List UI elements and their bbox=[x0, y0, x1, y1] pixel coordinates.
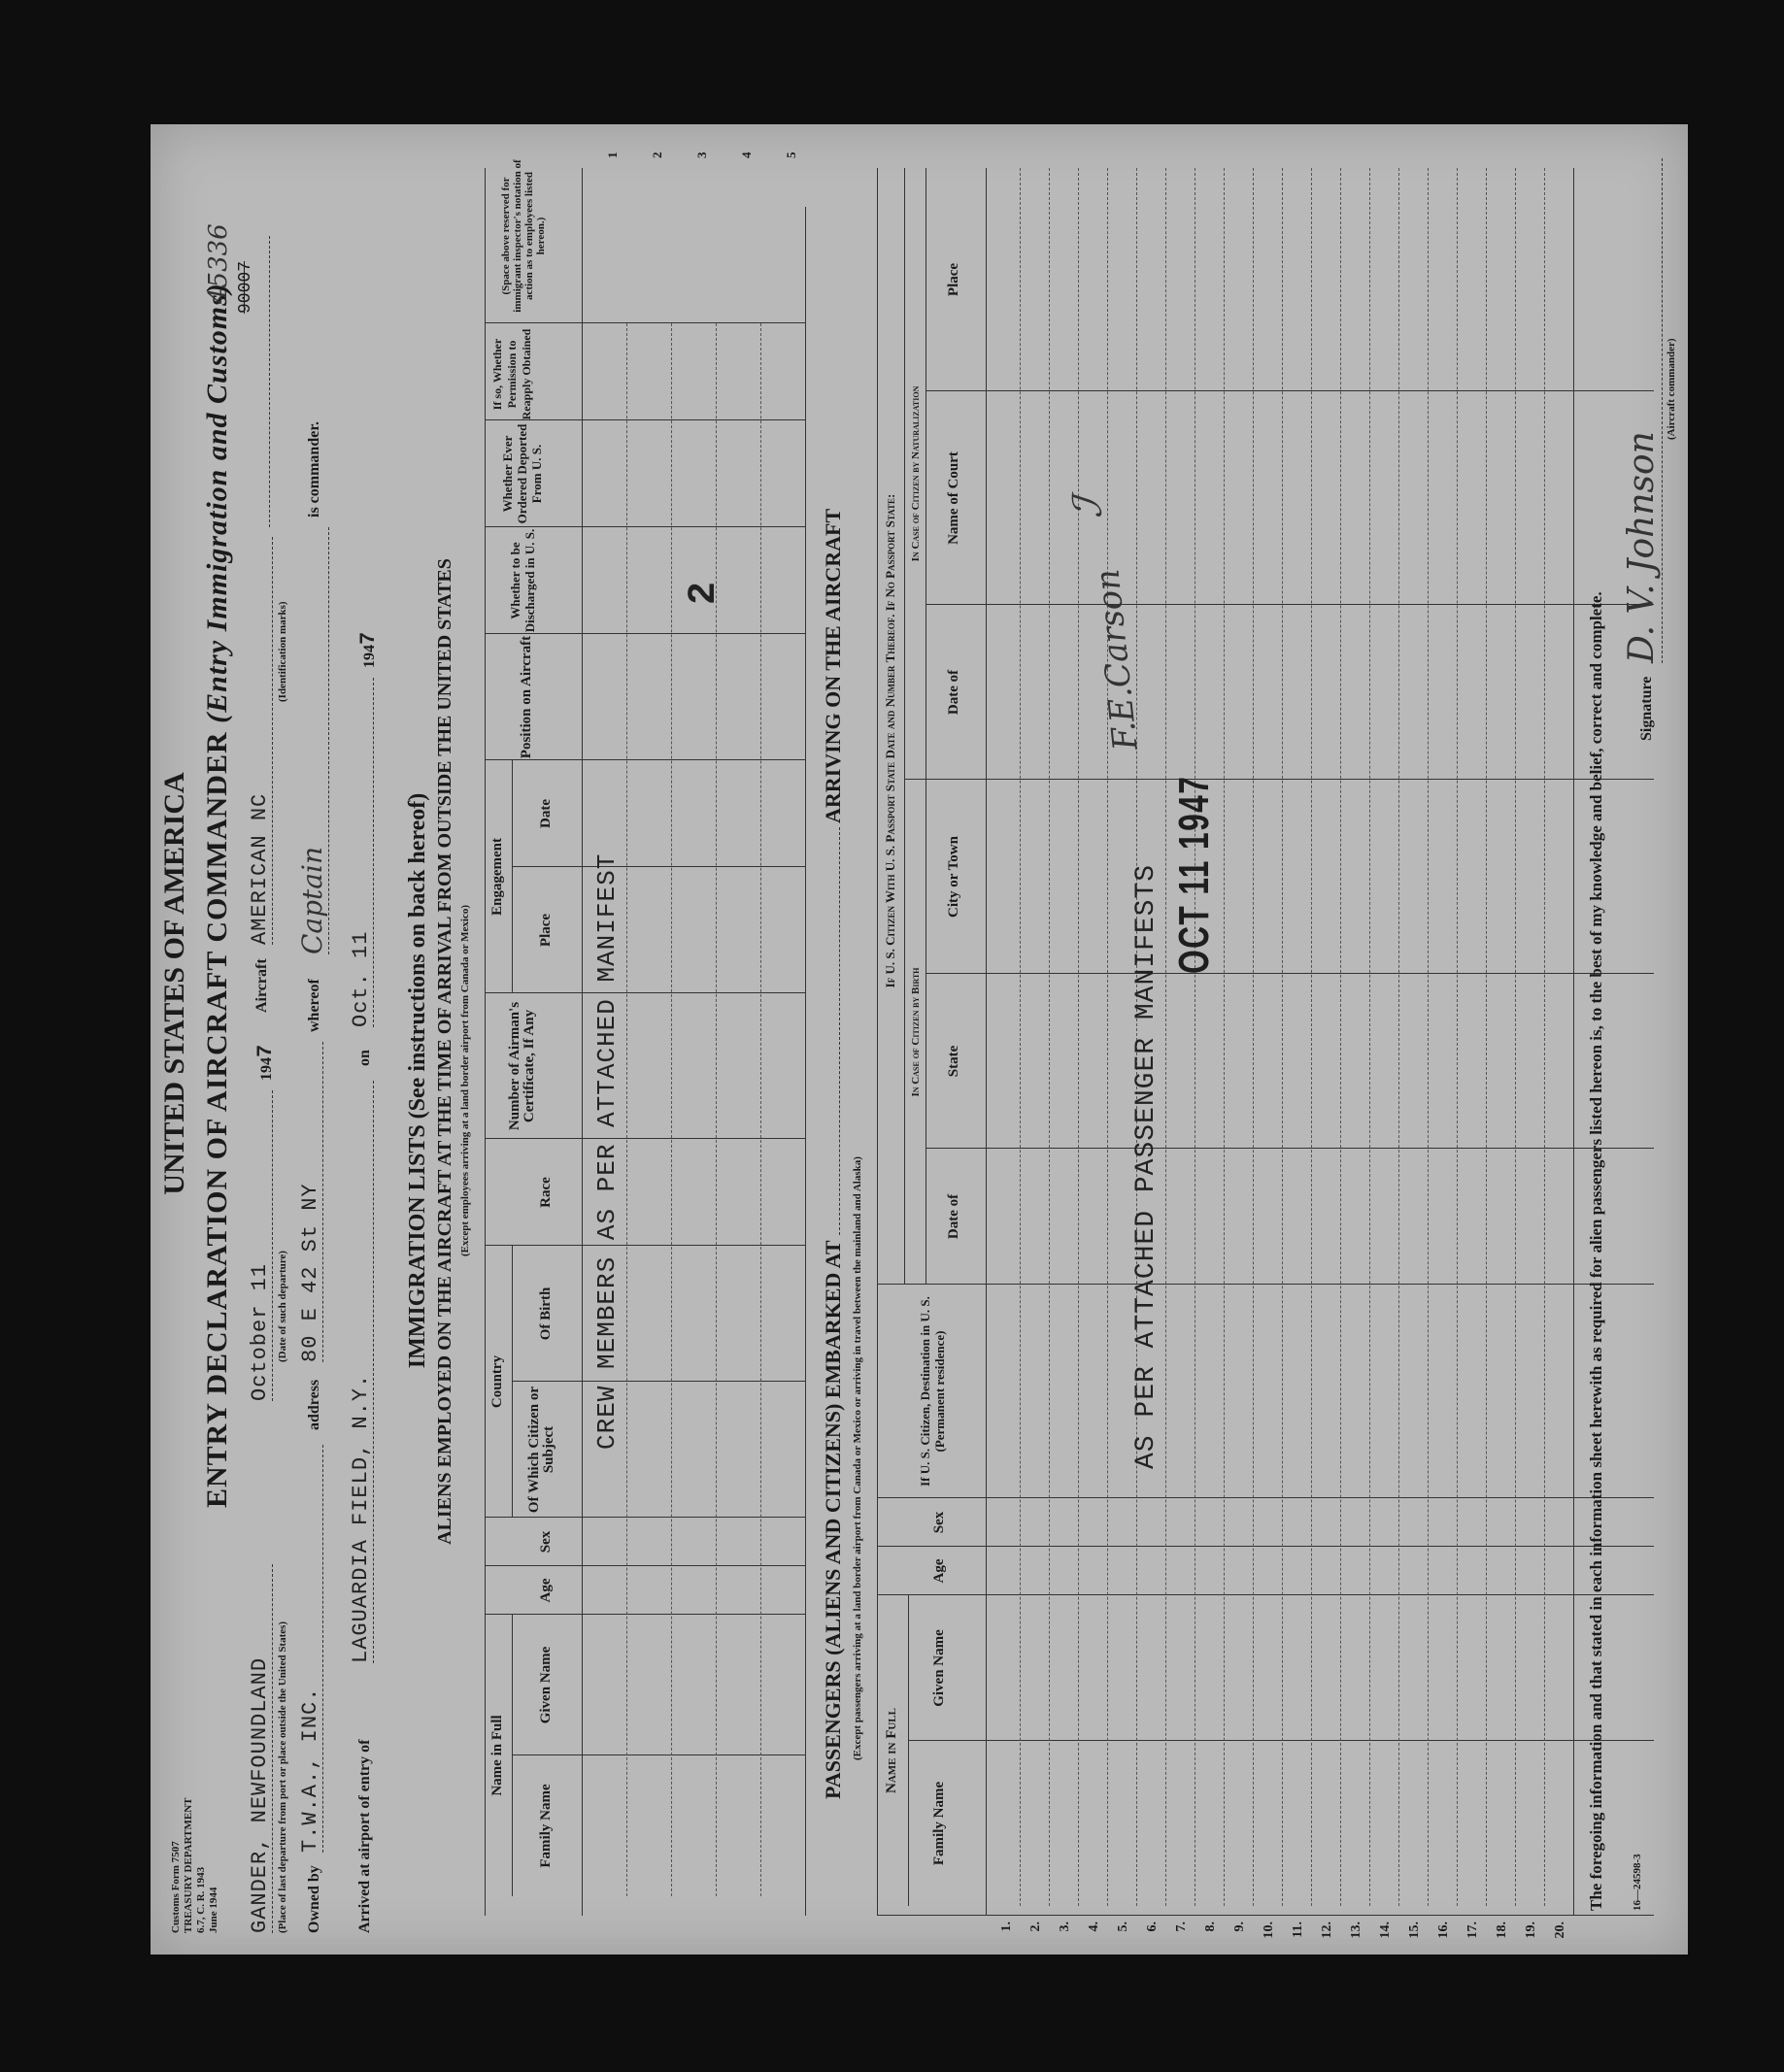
departure-place-caption: (Place of last departure from port or place outside the United States) bbox=[277, 1621, 288, 1933]
t1-race: Race bbox=[538, 1177, 554, 1208]
t1-row-line bbox=[760, 323, 761, 1896]
t2-row-line bbox=[1020, 168, 1021, 1906]
t1-date: Date bbox=[538, 799, 554, 828]
aircraft-label: Aircraft bbox=[253, 958, 270, 1013]
t2-name-in-full: Name in Full bbox=[884, 1708, 899, 1794]
commander-field: Captain bbox=[296, 527, 329, 954]
t2-row-number: 14. bbox=[1378, 1922, 1393, 1939]
t2-row-number: 11. bbox=[1291, 1922, 1305, 1938]
arrival-date-field: Oct. 11 bbox=[349, 678, 374, 1027]
t1-row-number: 1 bbox=[605, 151, 620, 158]
t1-col-line bbox=[485, 419, 805, 420]
passengers-title-b: ARRIVING ON THE AIRCRAFT bbox=[821, 508, 845, 823]
t2-row-number: 16. bbox=[1436, 1922, 1451, 1939]
table1-top-rule bbox=[485, 168, 486, 1916]
signature-field: D. V. Johnson bbox=[1622, 158, 1663, 663]
form-number: Customs Form 7507 bbox=[170, 1841, 182, 1933]
t2-row-line bbox=[1078, 168, 1079, 1906]
t1-country: Country bbox=[489, 1354, 505, 1409]
t1-col-line bbox=[485, 526, 805, 527]
departure-year bbox=[253, 1044, 278, 1081]
t2-court: Name of Court bbox=[946, 451, 961, 545]
t1-col-line bbox=[485, 1565, 805, 1566]
passengers-title-a: PASSENGERS (ALIENS AND CITIZENS) EMBARKED AT bbox=[821, 1240, 845, 1799]
t2-row-number: 10. bbox=[1262, 1922, 1276, 1939]
commander-suffix: is commander. bbox=[306, 421, 322, 518]
t2-row-number: 15. bbox=[1407, 1922, 1422, 1939]
t1-cert: Number of Airman's Certificate, If Any bbox=[507, 1001, 537, 1131]
arrival-airport-field: LAGUARDIA FIELD, N.Y. bbox=[349, 1081, 374, 1663]
t2-row-line bbox=[1282, 168, 1283, 1906]
departure-date-field: October 11 bbox=[248, 1090, 273, 1401]
t2-col-line bbox=[877, 1284, 1654, 1285]
t2-row-line bbox=[1544, 168, 1545, 1906]
print-code: 16—24598-3 bbox=[1632, 1854, 1643, 1911]
t2-sex: Sex bbox=[931, 1511, 947, 1534]
t1-sex: Sex bbox=[538, 1530, 554, 1554]
t2-date-of: Date of bbox=[946, 1193, 961, 1240]
crew-entry: CREW MEMBERS AS PER ATTACHED MANIFEST bbox=[592, 852, 622, 1450]
form-date: June 1944 bbox=[208, 1887, 219, 1933]
t2-row-number: 8. bbox=[1203, 1922, 1218, 1932]
t1-row-number: 4 bbox=[739, 151, 754, 158]
departure-year-suffix: 7 bbox=[253, 1043, 278, 1057]
aircraft-number-struck: 90007 bbox=[236, 260, 255, 314]
passengers-note: (Except passengers arriving at a land border airport from Canada or Mexico or arriving in travel between the mainland and Alaska) bbox=[852, 1156, 863, 1760]
t2-row-number: 1. bbox=[999, 1922, 1014, 1932]
departure-place-field: GANDER, NEWFOUNDLAND bbox=[248, 1564, 273, 1933]
arrival-on-label: on bbox=[356, 1050, 373, 1066]
t1-row-number: 3 bbox=[694, 151, 709, 158]
t2-row-number: 2. bbox=[1028, 1922, 1043, 1932]
arrival-year-suffix: 7 bbox=[356, 630, 381, 645]
t1-place: Place bbox=[538, 913, 554, 948]
signature-caption: (Aircraft commander) bbox=[1666, 338, 1677, 440]
embarked-field bbox=[839, 827, 840, 1235]
t2-row-line bbox=[1428, 168, 1429, 1906]
t2-row-line bbox=[1107, 168, 1108, 1906]
t2-col-line bbox=[877, 1594, 1654, 1595]
table1-header-rule bbox=[582, 168, 583, 1916]
immigration-note: (Except employees arriving at a land border airport from Canada or Mexico) bbox=[459, 904, 471, 1257]
t1-col-line bbox=[485, 1614, 805, 1615]
t1-country-subrule bbox=[512, 1246, 513, 1518]
t1-col-line bbox=[485, 1517, 805, 1518]
form-title-main: ENTRY DECLARATION OF AIRCRAFT COMMANDER bbox=[201, 731, 233, 1508]
t1-name-subrule bbox=[512, 1615, 513, 1896]
t2-row-number: 12. bbox=[1320, 1922, 1334, 1939]
certification-text: The foregoing information and that stated in each information sheet herewith as required for alien passengers listed hereon is, to the best of my knowledge and belief, correct and complete. bbox=[1587, 591, 1605, 1911]
t2-city: City or Town bbox=[946, 836, 961, 918]
t2-passport-subrule bbox=[904, 168, 905, 1285]
t1-reserved-note: (Space above reserved for immigrant inspector's notation of action as to employees listed hereon.) bbox=[500, 159, 547, 313]
t2-col-line bbox=[877, 1497, 1654, 1498]
t1-family-name: Family Name bbox=[538, 1784, 554, 1868]
t2-row-number: 7. bbox=[1174, 1922, 1189, 1932]
arrival-year bbox=[356, 631, 381, 668]
t2-row-number: 6. bbox=[1145, 1922, 1160, 1932]
t1-given-name: Given Name bbox=[538, 1646, 554, 1724]
t2-row-number: 4. bbox=[1087, 1922, 1101, 1932]
t2-col-line bbox=[904, 779, 1654, 780]
t1-row-number: 2 bbox=[650, 151, 664, 158]
t2-nat-group: In Case of Citizen by Naturalization bbox=[910, 385, 922, 562]
t1-deported: Whether Ever Ordered Deported From U. S. bbox=[500, 423, 544, 524]
t2-row-line bbox=[1457, 168, 1458, 1906]
t2-row-number: 20. bbox=[1553, 1922, 1567, 1939]
t2-row-line bbox=[1311, 168, 1312, 1906]
owner-field: T.W.A., INC. bbox=[298, 1445, 323, 1853]
t2-row-line bbox=[1165, 168, 1166, 1906]
t2-row-number: 18. bbox=[1495, 1922, 1509, 1939]
departure-year-prefix: 194 bbox=[258, 1057, 275, 1081]
arrival-year-prefix: 194 bbox=[361, 645, 378, 668]
inspector-initials: F.E.Carson bbox=[1088, 567, 1146, 752]
t1-col-line bbox=[485, 1245, 805, 1246]
t2-place: Place bbox=[946, 262, 961, 297]
t1-row-number: 5 bbox=[784, 151, 798, 158]
rotated-form bbox=[151, 124, 1688, 1955]
t2-row-number: 5. bbox=[1116, 1922, 1130, 1932]
t2-row-number: 17. bbox=[1465, 1922, 1480, 1939]
owned-by-label: Owned by bbox=[306, 1865, 322, 1933]
signature-label: Signature bbox=[1638, 676, 1655, 741]
t1-row-line bbox=[626, 323, 627, 1896]
form-regulation: 6.7, C. R. 1943 bbox=[195, 1866, 207, 1933]
country-heading: UNITED STATES OF AMERICA bbox=[158, 772, 190, 1195]
table2-left-rule bbox=[877, 1915, 1654, 1916]
t2-age: Age bbox=[931, 1558, 947, 1584]
t2-row-number: 13. bbox=[1349, 1922, 1363, 1939]
t1-col-line bbox=[485, 322, 805, 323]
document-page bbox=[151, 124, 1688, 1955]
t2-row-line bbox=[1340, 168, 1341, 1906]
departure-date-caption: (Date of such departure) bbox=[277, 1251, 288, 1362]
date-stamp: OCT 11 1947 bbox=[1170, 775, 1218, 974]
t1-engagement: Engagement bbox=[489, 838, 505, 916]
aircraft-caption: (Identification marks) bbox=[277, 601, 288, 702]
t1-row-line bbox=[671, 323, 672, 1896]
t2-row-line bbox=[1486, 168, 1487, 1906]
arrival-label: Arrived at airport of entry of bbox=[356, 1739, 373, 1933]
t1-of-birth: Of Birth bbox=[538, 1287, 554, 1341]
crew-mark: 2 bbox=[683, 580, 726, 605]
t1-discharged: Whether to be Discharged in U. S. bbox=[508, 528, 537, 633]
t2-name-subrule bbox=[908, 1595, 909, 1906]
whereof-label: whereof bbox=[306, 979, 322, 1032]
inspector-flourish: ℐ bbox=[1062, 496, 1112, 519]
immigration-title: IMMIGRATION LISTS (See instructions on back hereof) bbox=[405, 792, 430, 1369]
t2-row-line bbox=[1515, 168, 1516, 1906]
passengers-title bbox=[821, 509, 846, 1799]
t2-bottom-rule bbox=[1573, 168, 1574, 1916]
t2-row-line bbox=[1253, 168, 1254, 1906]
t2-row-number: 3. bbox=[1058, 1922, 1072, 1932]
t2-state: State bbox=[946, 1045, 961, 1078]
t2-col-line bbox=[877, 1546, 1654, 1547]
address-field: 80 E 42 St NY bbox=[298, 1042, 323, 1362]
t1-citizen-of: Of Which Citizen or Subject bbox=[526, 1386, 556, 1514]
t1-permission: If so, Whether Permission to Reapply Obtained bbox=[490, 328, 533, 420]
t2-row-line bbox=[1398, 168, 1399, 1906]
t2-passport-note: If U. S. Citizen With U. S. Passport State Date and Number Thereof. If No Passport State: bbox=[883, 493, 897, 988]
table2-top-rule bbox=[877, 168, 878, 1916]
address-label: address bbox=[306, 1379, 322, 1430]
t1-position: Position on Aircraft bbox=[519, 635, 534, 759]
aircraft-field: AMERICAN NC bbox=[248, 537, 273, 945]
t1-age: Age bbox=[538, 1578, 554, 1603]
immigration-subtitle: ALIENS EMPLOYED ON THE AIRCRAFT AT THE TIME OF ARRIVAL FROM OUTSIDE THE UNITED STATES bbox=[434, 558, 455, 1545]
t2-destination: If U. S. Citizen, Destination in U. S. (Permanent residence) bbox=[918, 1296, 947, 1487]
t2-date-of2: Date of bbox=[946, 669, 961, 716]
t1-col-line bbox=[485, 759, 805, 760]
table2-header-rule bbox=[986, 168, 987, 1916]
table1-bottom-rule bbox=[805, 207, 806, 1916]
t2-row-line bbox=[1049, 168, 1050, 1906]
t1-row-line bbox=[716, 323, 717, 1896]
t2-row-line bbox=[1369, 168, 1370, 1906]
t2-row-number: 9. bbox=[1232, 1922, 1247, 1932]
t1-engagement-subrule bbox=[512, 760, 513, 993]
t2-row-line bbox=[1224, 168, 1225, 1906]
form-identifier bbox=[170, 1798, 220, 1934]
t1-col-line bbox=[485, 1138, 805, 1139]
t2-given-name: Given Name bbox=[931, 1629, 947, 1707]
t1-name-in-full: Name in Full bbox=[489, 1715, 505, 1796]
t2-birth-group: In Case of Citizen by Birth bbox=[910, 967, 922, 1097]
t2-family-name: Family Name bbox=[931, 1781, 947, 1866]
passenger-entry: AS PER ATTACHED PASSENGER MANIFESTS bbox=[1131, 863, 1161, 1469]
t1-col-line bbox=[485, 633, 805, 634]
form-title-sub: (Entry Immigration and Customs) bbox=[201, 283, 233, 723]
departure-line-end bbox=[269, 236, 270, 527]
t1-col-line bbox=[485, 992, 805, 993]
aircraft-number-handwritten: 45336 bbox=[204, 223, 233, 304]
t2-row-number: 19. bbox=[1524, 1922, 1538, 1939]
form-department: TREASURY DEPARTMENT bbox=[183, 1797, 194, 1933]
form-title bbox=[201, 283, 234, 1508]
